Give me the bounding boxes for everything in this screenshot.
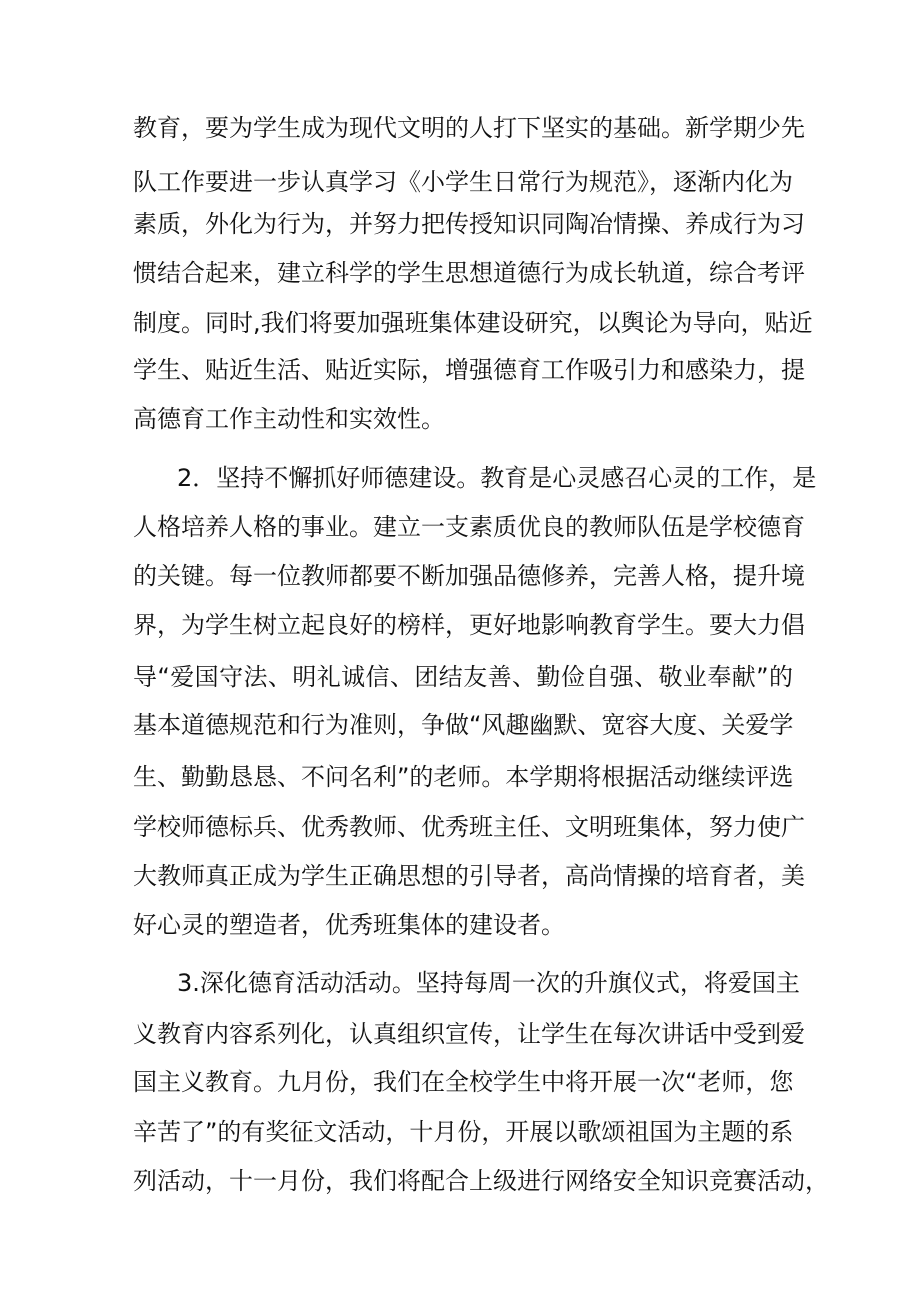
paragraph-line: 人格培养人格的事业。建立一支素质优良的教师队伍是学校德育 (133, 513, 805, 541)
paragraph-line: 2．坚持不懈抓好师德建设。教育是心灵感召心灵的工作，是 (177, 464, 817, 492)
paragraph-line: 惯结合起来，建立科学的学生思想道德行为成长轨道，综合考评 (133, 259, 805, 287)
paragraph-line: 好心灵的塑造者，优秀班集体的建设者。 (133, 911, 565, 939)
paragraph-line: 素质，外化为行为，并努力把传授知识同陶冶情操、养成行为习 (133, 210, 805, 238)
paragraph-line: 基本道德规范和行为准则，争做“风趣幽默、宽容大度、关爱学 (133, 711, 794, 739)
paragraph-line: 大教师真正成为学生正确思想的引导者，高尚情操的培育者，美 (133, 862, 805, 890)
paragraph-line: 教育，要为学生成为现代文明的人打下坚实的基础。新学期少先 (133, 114, 805, 142)
paragraph-line: 界，为学生树立起良好的榜样，更好地影响教育学生。要大力倡 (133, 611, 805, 639)
paragraph-line: 制度。同时,我们将要加强班集体建设研究，以舆论为导向，贴近 (133, 309, 813, 337)
paragraph-line: 辛苦了”的有奖征文活动，十月份，开展以歌颂祖国为主题的系 (133, 1118, 794, 1146)
paragraph-line: 导“爱国守法、明礼诚信、团结友善、勤俭自强、敬业奉献”的 (133, 663, 793, 691)
paragraph-line: 学校师德标兵、优秀教师、优秀班主任、文明班集体，努力使广 (133, 813, 805, 841)
paragraph-line: 生、勤勤恳恳、不问名利”的老师。本学期将根据活动继续评选 (133, 763, 794, 791)
paragraph-line: 学生、贴近生活、贴近实际，增强德育工作吸引力和感染力，提 (133, 356, 805, 384)
paragraph-line: 3.深化德育活动活动。坚持每周一次的升旗仪式，将爱国主 (177, 969, 800, 997)
paragraph-line: 高德育工作主动性和实效性。 (133, 405, 445, 433)
paragraph-line: 的关键。每一位教师都要不断加强品德修养，完善人格，提升境 (133, 562, 805, 590)
paragraph-line: 队工作要进一步认真学习《小学生日常行为规范》，逐渐内化为 (133, 168, 793, 196)
paragraph-line: 列活动，十一月份，我们将配合上级进行网络安全知识竞赛活动， (133, 1167, 829, 1195)
paragraph-line: 义教育内容系列化，认真组织宣传，让学生在每次讲话中受到爱 (133, 1020, 805, 1048)
paragraph-line: 国主义教育。九月份，我们在全校学生中将开展一次“老师，您 (133, 1068, 794, 1096)
